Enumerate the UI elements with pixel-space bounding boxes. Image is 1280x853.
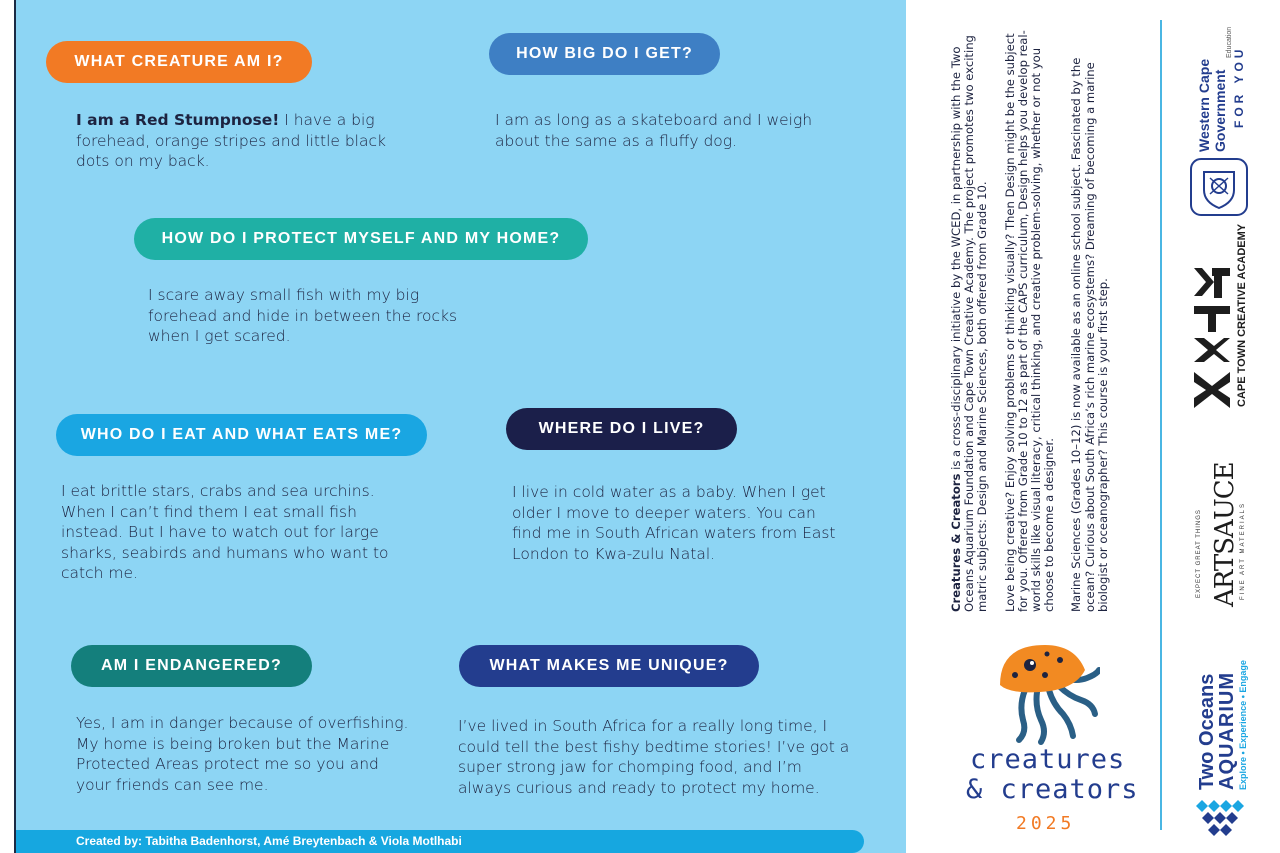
toa-wave-icon (1192, 794, 1250, 840)
coat-of-arms-icon (1190, 158, 1248, 216)
toa-line-1: Two Oceans (1196, 673, 1218, 790)
description-paragraph-2: Love being creative? Enjoy solving problems or thinking visually? Then Design might be the subject for you. Offered from Grade 10 to 12 as part of the CAPS curriculum, Design helps you develop real-world skills like visual literacy, critical thinking, and creative problem-solving, whether or not you choose to become a designer. (1002, 30, 1057, 612)
heading-endangered: AM I ENDANGERED? (71, 645, 312, 687)
creature-name: I am a Red Stumpnose! (76, 111, 280, 129)
artsauce-subtitle: FINE ART MATERIALS (1240, 501, 1246, 600)
initiative-name: Creatures & Creators (949, 473, 963, 612)
toa-line-2: AQUARIUM (1216, 672, 1238, 790)
heading-unique: WHAT MAKES ME UNIQUE? (459, 645, 759, 687)
text-unique: I’ve lived in South Africa for a really long time, I could tell the best fishy bedtime stories! I’ve got a super strong jaw for chomping food, and I’m always curious and ready to protect my home. (458, 717, 850, 797)
text-protect: I scare away small fish with my big forehead and hide in between the rocks when I get scared. (148, 286, 458, 345)
artsauce-name: ARTSAUCE (1210, 462, 1240, 607)
wcg-line-2: Government (1212, 69, 1228, 152)
text-how-big: I am as long as a skateboard and I weigh about the same as a fluffy dog. (495, 111, 813, 150)
heading-who-eat: WHO DO I EAT AND WHAT EATS ME? (56, 414, 427, 456)
text-what-creature (76, 110, 416, 172)
text-what-creature-body: I have a big forehead, orange stripes and little black dots on my back. (76, 111, 386, 170)
heading-protect: HOW DO I PROTECT MYSELF AND MY HOME? (134, 218, 588, 260)
wcg-line-1: Western Cape (1196, 58, 1212, 152)
text-endangered: Yes, I am in danger because of overfishing. My home is being broken but the Marine Protected Areas protect me so you and your friends can see me. (76, 714, 409, 794)
logo-line-2: & creators (966, 774, 1139, 805)
ctca-name: CAPE TOWN CREATIVE ACADEMY (1236, 223, 1248, 407)
heading-what-creature: WHAT CREATURE AM I? (46, 41, 312, 83)
text-where-live: I live in cold water as a baby. When I get older I move to deeper waters. You can find me in South African waters from East London to Kwa-zulu Natal. (512, 483, 836, 563)
divider-line (1160, 20, 1162, 830)
description-p1-text: is a cross-disciplinary initiative by the WCED, in partnership with the Two Oceans Aquarium Foundation and Cape Town Creative Academy. The project promotes two exciting matric subjects: Design and Marine Sciences, both offered from Grade 10. (949, 35, 990, 612)
description-paragraph-3: Marine Sciences (Grades 10–12) is now available as an online school subject. Fascinated by the ocean? Curious about South Africa’s rich marine ecosystems? Dreaming of becoming a marine biologist or oceanographer? This course is your first step. (1069, 57, 1110, 612)
description-block (950, 30, 1110, 612)
wcg-for-you: FOR YOU (1232, 45, 1246, 128)
footer-credits: Created by: Tabitha Badenhorst, Amé Breytenbach & Viola Motlhabi (76, 834, 462, 848)
toa-tagline: Explore • Experience • Engage (1238, 660, 1248, 790)
jellyfish-logo-icon (985, 640, 1100, 745)
artsauce-tagline: EXPECT GREAT THINGS (1196, 509, 1202, 598)
text-who-eat: I eat brittle stars, crabs and sea urchins. When I can’t find them I eat small fish instead. But I have to watch out for large sharks, seabirds and humans who want to catch me. (61, 482, 389, 582)
logo-line-1: creatures (970, 744, 1126, 775)
wcg-education: Education (1226, 26, 1233, 58)
heading-where-live: WHERE DO I LIVE? (506, 408, 737, 450)
heading-how-big: HOW BIG DO I GET? (489, 33, 720, 75)
logo-year: 2025 (1016, 813, 1076, 834)
ctca-logo-icon (1192, 266, 1232, 408)
description-paragraph-1 (950, 30, 990, 612)
